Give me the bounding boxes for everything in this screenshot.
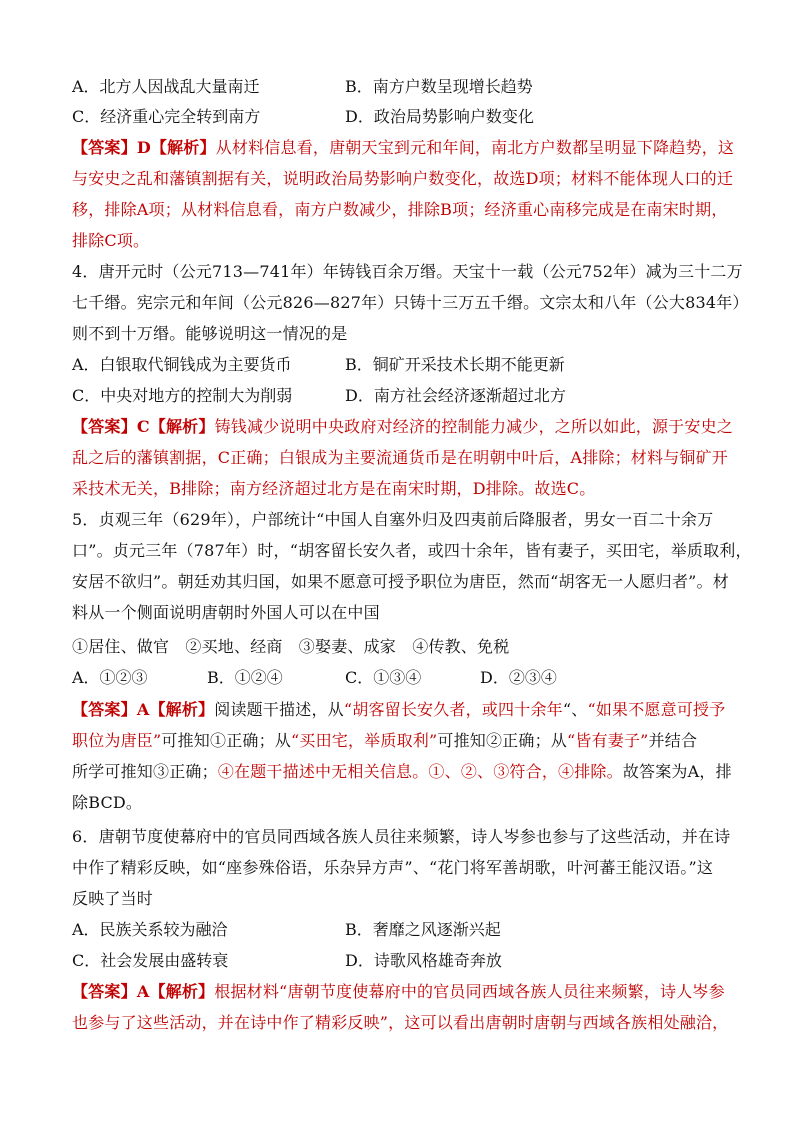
q3-analysis-line-4: 排除C项。 <box>72 231 150 250</box>
answer-label: 【答案】 <box>72 700 137 719</box>
q6-option-b: B．奢靡之风逐渐兴起 <box>345 920 501 939</box>
answer-label: 【答案】 <box>72 138 137 157</box>
analysis-quote: 职位为唐臣” <box>72 731 162 750</box>
analysis-quote: “如果不愿意可授予 <box>587 700 726 719</box>
q6-stem-line-3: 反映了当时 <box>72 889 154 908</box>
q5-option-c: C．①③④ <box>345 668 422 687</box>
q4-stem-line-2: 七千缗。宪宗元和年间（公元826—827年）只铸十三万五千缗。文宗太和八年（公大834年） <box>72 293 749 312</box>
q5-analysis-line-3 <box>72 761 732 783</box>
q5-stem-line-1: 5．贞观三年（629年），户部统计“中国人自塞外归及四夷前后降服者，男女一百二十余万 <box>72 510 714 529</box>
analysis-quote: ④在题干描述中无相关信息。①、②、③符合，④排除。 <box>217 762 623 781</box>
q4-option-d: D．南方社会经济逐渐超过北方 <box>345 386 566 405</box>
q3-answer-line-1 <box>72 137 734 159</box>
analysis-label: 【解析】 <box>149 982 215 1001</box>
q5-answer-line-1 <box>72 699 725 721</box>
q6-stem-line-1: 6．唐朝节度使幕府中的官员同西域各族人员往来频繁，诗人岑参也参与了这些活动，并在诗 <box>72 827 731 846</box>
analysis-quote: “买田宅，举质取利” <box>291 731 438 750</box>
q5-option-b: B．①②④ <box>207 668 283 687</box>
analysis-text: 根据材料“唐朝节度使幕府中的官员同西域各族人员往来频繁，诗人岑参 <box>214 982 725 1001</box>
q3-option-c: C．经济重心完全转到南方 <box>72 107 261 126</box>
q5-option-d: D．②③④ <box>480 668 557 687</box>
q6-option-d: D．诗歌风格雄奇奔放 <box>345 951 502 970</box>
q4-option-b: B．铜矿开采技术长期不能更新 <box>345 355 565 374</box>
answer-letter: A <box>136 700 150 719</box>
analysis-label: 【解析】 <box>150 138 216 157</box>
q5-analysis-line-4: 除BCD。 <box>72 793 143 812</box>
analysis-label: 【解析】 <box>149 700 215 719</box>
q5-stem-line-3: 安居不欲归”。朝廷劝其归国，如果不愿意可授予职位为唐臣，然而“胡客无一人愿归者”。材 <box>72 572 729 591</box>
q4-stem-line-1: 4．唐开元时（公元713—741年）年铸钱百余万缗。天宝十一载（公元752年）减为三十二万 <box>72 262 743 281</box>
q4-analysis-line-2: 乱之后的藩镇割据，C正确；白银成为主要流通货币是在明朝中叶后，A排除；材料与铜矿开 <box>72 448 728 467</box>
answer-letter: C <box>136 417 150 436</box>
q3-analysis-line-2: 与安史之乱和藩镇割据有关，说明政治局势影响户数变化，故选D项；材料不能体现人口的迁 <box>72 169 734 188</box>
analysis-text: 可推知①正确；从 <box>161 731 291 750</box>
analysis-text: 所学可推知③正确； <box>72 762 218 781</box>
analysis-text: 阅读题干描述，从 <box>214 700 344 719</box>
q4-option-a: A．白银取代铜钱成为主要货币 <box>72 355 292 374</box>
q3-option-a: A．北方人因战乱大量南迁 <box>72 77 260 96</box>
q3-option-b: B．南方户数呈现增长趋势 <box>345 77 533 96</box>
analysis-text: 并结合 <box>648 731 698 750</box>
q5-stem-line-2: 口”。贞元三年（787年）时，“胡客留长安久者，或四十余年，皆有妻子，买田宅，举质取利， <box>72 541 752 560</box>
answer-label: 【答案】 <box>72 982 137 1001</box>
answer-letter: A <box>136 982 150 1001</box>
analysis-quote: “皆有妻子” <box>566 731 649 750</box>
q6-analysis-line-2: 也参与了这些活动，并在诗中作了精彩反映”，这可以看出唐朝时唐朝与西域各族相处融洽， <box>72 1013 729 1032</box>
answer-label: 【答案】 <box>72 417 137 436</box>
q5-option-a: A．①②③ <box>72 668 148 687</box>
analysis-text: 从材料信息看，唐朝天宝到元和年间，南北方户数都呈明显下降趋势，这 <box>215 138 735 157</box>
q6-stem-line-2: 中作了精彩反映，如“座参殊俗语，乐杂异方声”、“花门将军善胡歌，叶河蕃王能汉语。”这 <box>72 858 714 877</box>
analysis-text: “、 <box>562 700 588 719</box>
analysis-label: 【解析】 <box>149 417 215 436</box>
analysis-text: 铸钱减少说明中央政府对经济的控制能力减少，之所以如此，源于安史之 <box>214 417 733 436</box>
q4-analysis-line-3: 采技术无关，B排除；南方经济超过北方是在南宋时期，D排除。故选C。 <box>72 479 596 498</box>
q6-answer-line-1 <box>72 981 725 1003</box>
answer-letter: D <box>136 138 151 157</box>
q6-option-c: C．社会发展由盛转衰 <box>72 951 229 970</box>
analysis-text: 可推知②正确；从 <box>437 731 567 750</box>
q5-analysis-line-2 <box>72 730 697 752</box>
q4-answer-line-1 <box>72 416 733 438</box>
q5-items: ①居住、做官 ②买地、经商 ③娶妻、成家 ④传教、免税 <box>72 637 510 656</box>
analysis-quote: “胡客留长安久者，或四十余年 <box>343 700 563 719</box>
analysis-text: 故答案为A，排 <box>622 762 732 781</box>
q6-option-a: A．民族关系较为融洽 <box>72 920 228 939</box>
q5-stem-line-4: 料从一个侧面说明唐朝时外国人可以在中国 <box>72 603 380 622</box>
q3-option-d: D．政治局势影响户数变化 <box>345 107 534 126</box>
q3-analysis-line-3: 移，排除A项；从材料信息看，南方户数减少，排除B项；经济重心南移完成是在南宋时期， <box>72 200 728 219</box>
q4-option-c: C．中央对地方的控制大为削弱 <box>72 386 293 405</box>
q4-stem-line-3: 则不到十万缗。能够说明这一情况的是 <box>72 324 348 343</box>
